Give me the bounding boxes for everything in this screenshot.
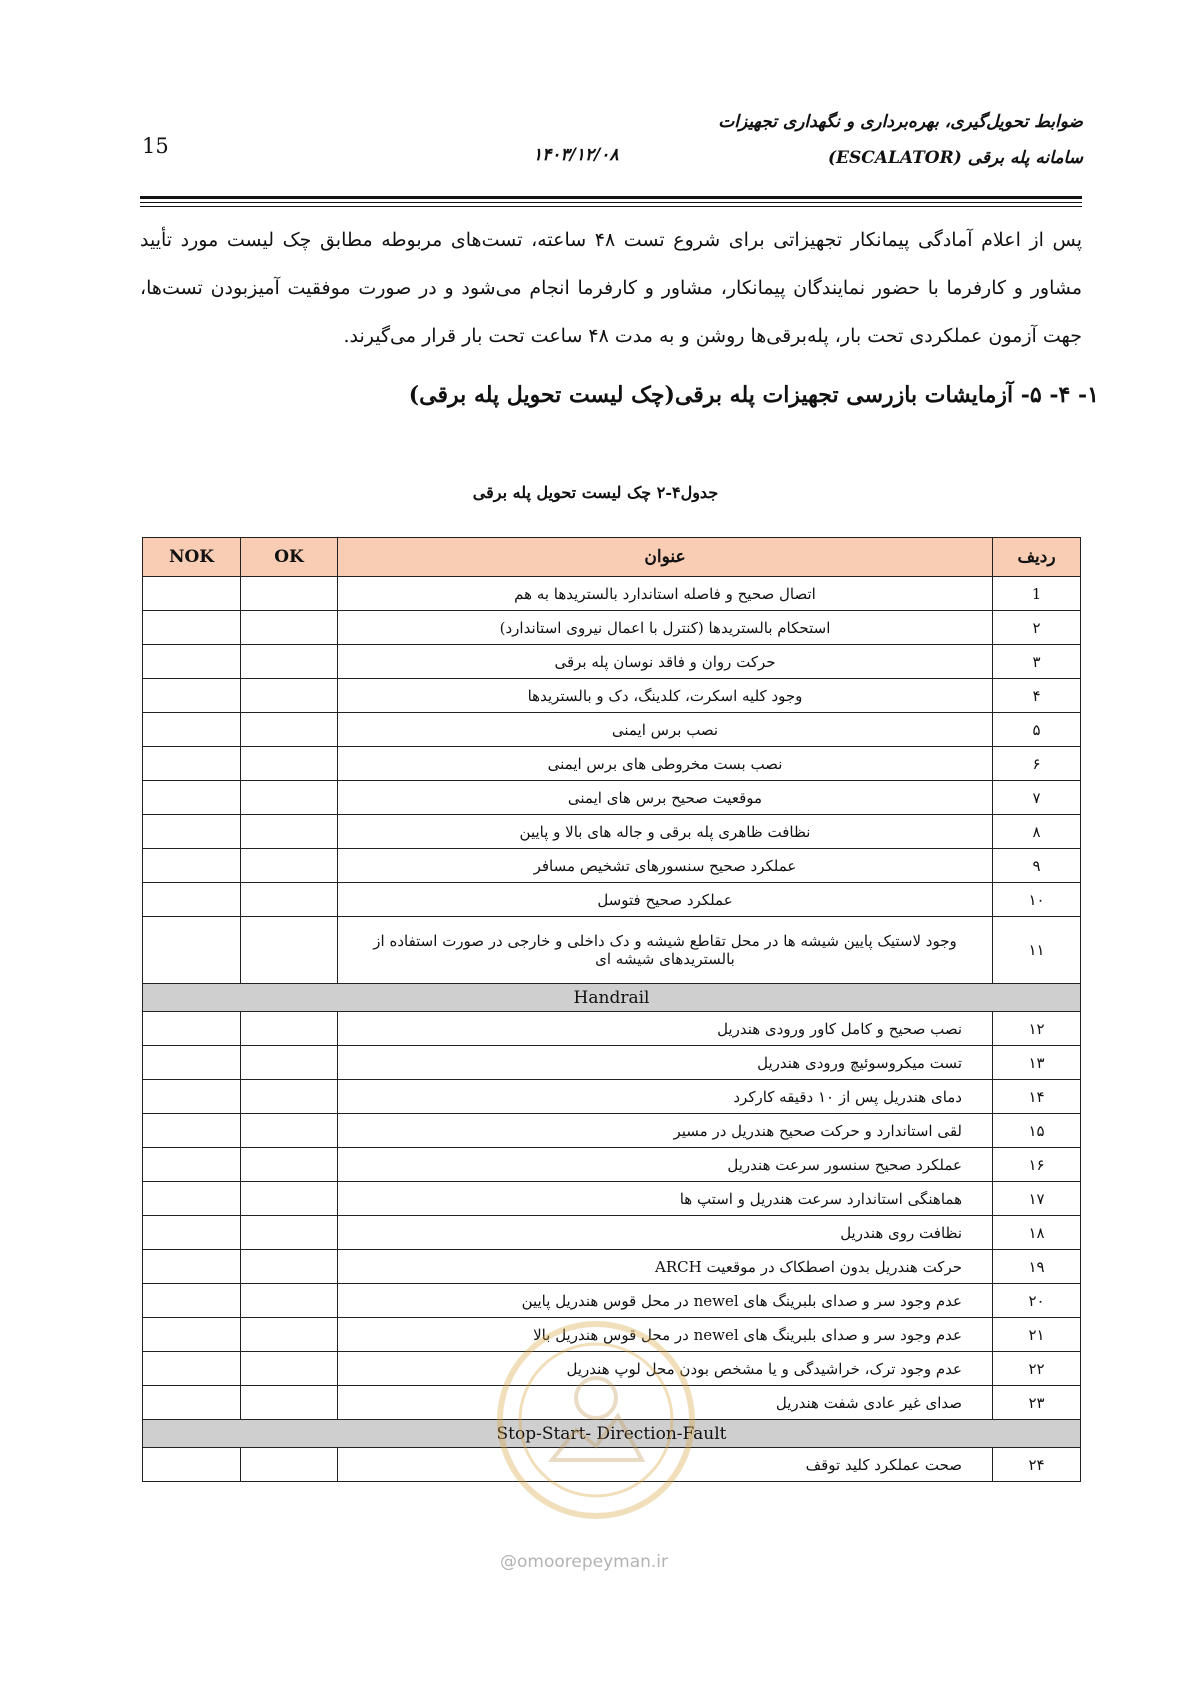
ok-cell	[241, 1182, 338, 1216]
nok-cell	[143, 849, 241, 883]
ok-cell	[241, 1284, 338, 1318]
row-number: ۱۴	[993, 1080, 1081, 1114]
table-row	[143, 679, 1081, 713]
ok-cell	[241, 679, 338, 713]
item-title: حرکت روان و فاقد نوسان پله برقی	[338, 645, 993, 679]
row-number: ۱۸	[993, 1216, 1081, 1250]
table-row	[143, 917, 1081, 984]
item-title: عدم وجود سر و صدای بلبرینگ های newel در محل قوس هندریل بالا	[338, 1318, 993, 1352]
table-row	[143, 713, 1081, 747]
ok-cell	[241, 747, 338, 781]
header-nok: NOK	[143, 538, 241, 577]
item-title: نصب بست مخروطی های برس ایمنی	[338, 747, 993, 781]
row-number: ۱۲	[993, 1012, 1081, 1046]
nok-cell	[143, 883, 241, 917]
table-row	[143, 849, 1081, 883]
item-title: عملکرد صحیح فتوسل	[338, 883, 993, 917]
seal-watermark-icon	[492, 1320, 700, 1520]
row-number: 1	[993, 577, 1081, 611]
row-number: ۲۲	[993, 1352, 1081, 1386]
item-title: عدم وجود سر و صدای بلبرینگ های newel در محل قوس هندریل پایین	[338, 1284, 993, 1318]
row-number: ۵	[993, 713, 1081, 747]
item-title: وجود لاستیک پایین شیشه ها در محل تقاطع شیشه و دک داخلی و خارجی در صورت استفاده از بالستریدهای شیشه ای	[338, 917, 993, 984]
ok-cell	[241, 1046, 338, 1080]
ok-cell	[241, 1318, 338, 1352]
nok-cell	[143, 781, 241, 815]
nok-cell	[143, 577, 241, 611]
item-title: وجود کلیه اسکرت، کلدینگ، دک و بالستریدها	[338, 679, 993, 713]
table-row	[143, 1216, 1081, 1250]
table-row	[143, 815, 1081, 849]
header-divider-thin	[140, 202, 1082, 203]
ok-cell	[241, 645, 338, 679]
table-row	[143, 1046, 1081, 1080]
nok-cell	[143, 1284, 241, 1318]
item-title: اتصال صحیح و فاصله استاندارد بالستریدها به هم	[338, 577, 993, 611]
item-title: عملکرد صحیح سنسور سرعت هندریل	[338, 1148, 993, 1182]
row-number: ۲۰	[993, 1284, 1081, 1318]
ok-cell	[241, 611, 338, 645]
nok-cell	[143, 1250, 241, 1284]
item-title: حرکت هندریل بدون اصطکاک در موقعیت ARCH	[338, 1250, 993, 1284]
ok-cell	[241, 1148, 338, 1182]
table-row	[143, 1182, 1081, 1216]
table-row	[143, 1148, 1081, 1182]
document-title: ضوابط تحویل‌گیری، بهره‌برداری و نگهداری تجهیزات	[718, 112, 1083, 132]
row-number: ۸	[993, 815, 1081, 849]
nok-cell	[143, 645, 241, 679]
table-row	[143, 1250, 1081, 1284]
header-ok: OK	[241, 538, 338, 577]
document-subtitle: سامانه پله برقی (ESCALATOR)	[827, 148, 1083, 168]
item-title: صحت عملکرد کلید توقف	[338, 1448, 993, 1482]
row-number: ۱۰	[993, 883, 1081, 917]
row-number: ۳	[993, 645, 1081, 679]
ok-cell	[241, 815, 338, 849]
table-row	[143, 1012, 1081, 1046]
header-title: عنوان	[338, 538, 993, 577]
ok-cell	[241, 849, 338, 883]
nok-cell	[143, 747, 241, 781]
item-title: لقی استاندارد و حرکت صحیح هندریل در مسیر	[338, 1114, 993, 1148]
item-title: دمای هندریل پس از ۱۰ دقیقه کارکرد	[338, 1080, 993, 1114]
row-number: ۹	[993, 849, 1081, 883]
row-number: ۱۵	[993, 1114, 1081, 1148]
header-divider-thin	[140, 206, 1082, 207]
item-title: تست میکروسوئیچ ورودی هندریل	[338, 1046, 993, 1080]
table-caption: جدول۴-۲ چک لیست تحویل پله برقی	[472, 483, 719, 502]
item-title: عملکرد صحیح سنسورهای تشخیص مسافر	[338, 849, 993, 883]
row-number: ۴	[993, 679, 1081, 713]
row-number: ۱۱	[993, 917, 1081, 984]
section-heading: ۱- ۴- ۵- آزمایشات بازرسی تجهیزات پله برقی(چک لیست تحویل پله برقی)	[408, 382, 1099, 408]
ok-cell	[241, 883, 338, 917]
ok-cell	[241, 1114, 338, 1148]
ok-cell	[241, 1386, 338, 1420]
table-row	[143, 883, 1081, 917]
table-row	[143, 577, 1081, 611]
header-row-number: ردیف	[993, 538, 1081, 577]
row-number: ۲	[993, 611, 1081, 645]
row-number: ۲۱	[993, 1318, 1081, 1352]
item-title: عدم وجود ترک، خراشیدگی و یا مشخص بودن محل لوپ هندریل	[338, 1352, 993, 1386]
nok-cell	[143, 713, 241, 747]
item-title: استحکام بالستریدها (کنترل با اعمال نیروی استاندارد)	[338, 611, 993, 645]
group-row	[143, 984, 1081, 1012]
nok-cell	[143, 1386, 241, 1420]
nok-cell	[143, 815, 241, 849]
row-number: ۱۷	[993, 1182, 1081, 1216]
row-number: ۷	[993, 781, 1081, 815]
nok-cell	[143, 1448, 241, 1482]
ok-cell	[241, 1216, 338, 1250]
nok-cell	[143, 1182, 241, 1216]
nok-cell	[143, 1148, 241, 1182]
row-number: ۱۹	[993, 1250, 1081, 1284]
table-row	[143, 1080, 1081, 1114]
nok-cell	[143, 679, 241, 713]
nok-cell	[143, 917, 241, 984]
item-title: نصب برس ایمنی	[338, 713, 993, 747]
ok-cell	[241, 1080, 338, 1114]
item-title: نظافت روی هندریل	[338, 1216, 993, 1250]
ok-cell	[241, 713, 338, 747]
nok-cell	[143, 1080, 241, 1114]
item-title: نصب صحیح و کامل کاور ورودی هندریل	[338, 1012, 993, 1046]
ok-cell	[241, 577, 338, 611]
table-row	[143, 645, 1081, 679]
item-title: موقعیت صحیح برس های ایمنی	[338, 781, 993, 815]
row-number: ۲۳	[993, 1386, 1081, 1420]
ok-cell	[241, 1352, 338, 1386]
nok-cell	[143, 1352, 241, 1386]
item-title: هماهنگی استاندارد سرعت هندریل و استپ ها	[338, 1182, 993, 1216]
table-row	[143, 611, 1081, 645]
nok-cell	[143, 1318, 241, 1352]
row-number: ۲۴	[993, 1448, 1081, 1482]
ok-cell	[241, 917, 338, 984]
ok-cell	[241, 1012, 338, 1046]
table-row	[143, 1284, 1081, 1318]
table-row	[143, 1114, 1081, 1148]
item-title: نظافت ظاهری پله برقی و جاله های بالا و پایین	[338, 815, 993, 849]
row-number: ۱۶	[993, 1148, 1081, 1182]
ok-cell	[241, 781, 338, 815]
website-watermark: @omoorepeyman.ir	[500, 1552, 669, 1572]
nok-cell	[143, 611, 241, 645]
group-label: Stop-Start- Direction-Fault	[143, 1420, 1081, 1448]
ok-cell	[241, 1448, 338, 1482]
table-row	[143, 781, 1081, 815]
item-title: صدای غیر عادی شفت هندریل	[338, 1386, 993, 1420]
document-date: ۱۴۰۳/۱۲/۰۸	[533, 145, 619, 165]
ok-cell	[241, 1250, 338, 1284]
row-number: ۶	[993, 747, 1081, 781]
nok-cell	[143, 1216, 241, 1250]
nok-cell	[143, 1114, 241, 1148]
row-number: ۱۳	[993, 1046, 1081, 1080]
group-label: Handrail	[143, 984, 1081, 1012]
nok-cell	[143, 1046, 241, 1080]
body-paragraph: پس از اعلام آمادگی پیمانکار تجهیزاتی برای شروع تست ۴۸ ساعته، تست‌های مربوطه مطابق چک لیست مورد تأیید مشاور و کارفرما با حضور نمایندگان پیمانکار، مشاور و کارفرما انجام می‌شود و در صورت موفقیت آمیزبودن تست‌ها، جهت آزمون عملکردی تحت بار، پله‌برقی‌ها روشن و به مدت ۴۸ ساعت تحت بار قرار می‌گیرند.	[140, 229, 1083, 347]
table-row	[143, 747, 1081, 781]
header-divider	[140, 196, 1082, 199]
table-header-row	[143, 538, 1081, 577]
nok-cell	[143, 1012, 241, 1046]
page-number: 15	[142, 134, 169, 158]
